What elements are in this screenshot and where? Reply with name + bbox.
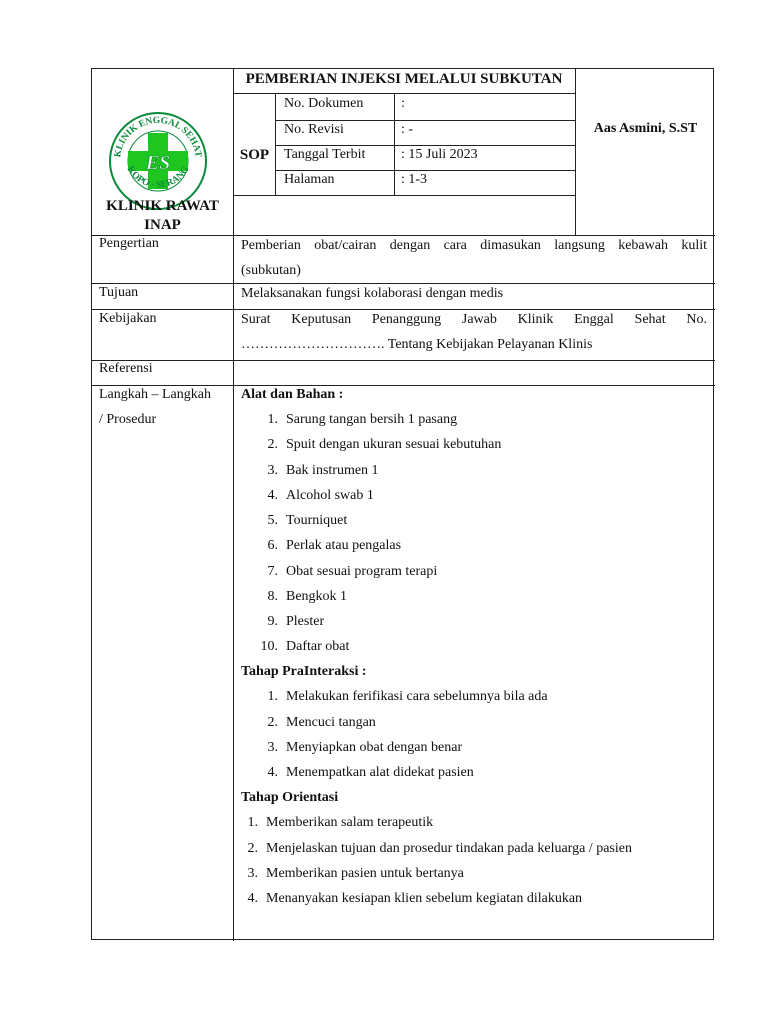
logo-top-text: KLINIK ENGGAL SEHAT xyxy=(113,115,203,159)
kebijakan-text-line1: Surat Keputusan Penanggung Jawab Klinik Enggal Sehat No. xyxy=(241,312,707,327)
meta-label-page: Halaman xyxy=(284,172,335,187)
meta-bottom-rule xyxy=(233,195,575,196)
row-rule xyxy=(92,385,715,386)
sop-label: SOP xyxy=(239,147,270,163)
alat-item: 9. Plester xyxy=(267,614,325,629)
meta-value-revision: : - xyxy=(401,122,414,137)
meta-value-document-no: : xyxy=(401,96,405,111)
logo-monogram: ES xyxy=(145,152,171,174)
orientasi-item: 2. Menjelaskan tujuan dan prosedur tindakan pada keluarga / pasien xyxy=(247,841,632,856)
orientasi-item: 3. Memberikan pasien untuk bertanya xyxy=(247,866,464,881)
meta-rule xyxy=(275,120,575,121)
prainteraksi-item: 2. Mencuci tangan xyxy=(267,715,376,730)
clinic-seal-icon xyxy=(104,103,212,211)
meta-label-document-no: No. Dokumen xyxy=(284,96,364,111)
author-name: Aas Asmini, S.ST xyxy=(593,121,698,136)
orientasi-item: 4. Menanyakan kesiapan klien sebelum kegiatan dilakukan xyxy=(247,891,583,906)
row-rule xyxy=(92,360,715,361)
sop-title: PEMBERIAN INJEKSI MELALUI SUBKUTAN xyxy=(245,71,563,87)
pengertian-text-line1: Pemberian obat/cairan dengan cara dimasukan langsung kebawah kulit xyxy=(241,238,707,253)
logo-bottom-text: KOPO - SERANG xyxy=(124,164,192,191)
alat-item: 5. Tourniquet xyxy=(267,513,348,528)
row-label-pengertian: Pengertian xyxy=(99,236,159,251)
prainteraksi-item: 1. Melakukan ferifikasi cara sebelumnya bila ada xyxy=(267,689,548,704)
alat-item: 2. Spuit dengan ukuran sesuai kebutuhan xyxy=(267,437,502,452)
pengertian-text-line2: (subkutan) xyxy=(241,263,301,278)
meta-label-revision: No. Revisi xyxy=(284,122,344,137)
row-label-kebijakan: Kebijakan xyxy=(99,311,157,326)
column-divider xyxy=(233,69,234,941)
row-label-tujuan: Tujuan xyxy=(99,285,139,300)
meta-value-issue-date: : 15 Juli 2023 xyxy=(401,147,478,162)
alat-item: 4. Alcohol swab 1 xyxy=(267,488,374,503)
sop-document xyxy=(91,68,714,940)
alat-item: 3. Bak instrumen 1 xyxy=(267,463,379,478)
row-label-prosedur-line1: Langkah – Langkah xyxy=(99,387,211,402)
alat-heading: Alat dan Bahan : xyxy=(241,387,344,402)
institution-name: KLINIK RAWAT INAP xyxy=(106,198,219,233)
meta-rule xyxy=(275,145,575,146)
alat-item: 1. Sarung tangan bersih 1 pasang xyxy=(267,412,458,427)
prainteraksi-heading: Tahap PraInteraksi : xyxy=(241,664,367,679)
row-label-prosedur-line2: / Prosedur xyxy=(99,412,157,427)
alat-item: 7. Obat sesuai program terapi xyxy=(267,564,438,579)
alat-item: 6. Perlak atau pengalas xyxy=(267,538,402,553)
orientasi-heading: Tahap Orientasi xyxy=(241,790,339,805)
tujuan-text: Melaksanakan fungsi kolaborasi dengan medis xyxy=(241,286,504,301)
alat-item: 10. Daftar obat xyxy=(260,639,350,654)
orientasi-item: 1. Memberikan salam terapeutik xyxy=(247,815,434,830)
alat-item: 8. Bengkok 1 xyxy=(267,589,348,604)
prainteraksi-item: 3. Menyiapkan obat dengan benar xyxy=(267,740,463,755)
meta-value-divider xyxy=(394,93,395,195)
clinic-logo xyxy=(104,103,212,211)
meta-rule xyxy=(275,170,575,171)
title-rule xyxy=(233,93,575,94)
row-label-referensi: Referensi xyxy=(99,361,153,376)
author-divider xyxy=(575,69,576,235)
sop-divider xyxy=(275,93,276,195)
meta-label-issue-date: Tanggal Terbit xyxy=(284,147,366,162)
prainteraksi-item: 4. Menempatkan alat didekat pasien xyxy=(267,765,474,780)
meta-value-page: : 1-3 xyxy=(401,172,428,187)
kebijakan-text-line2: …………………………. Tentang Kebijakan Pelayanan Klinis xyxy=(241,337,593,352)
